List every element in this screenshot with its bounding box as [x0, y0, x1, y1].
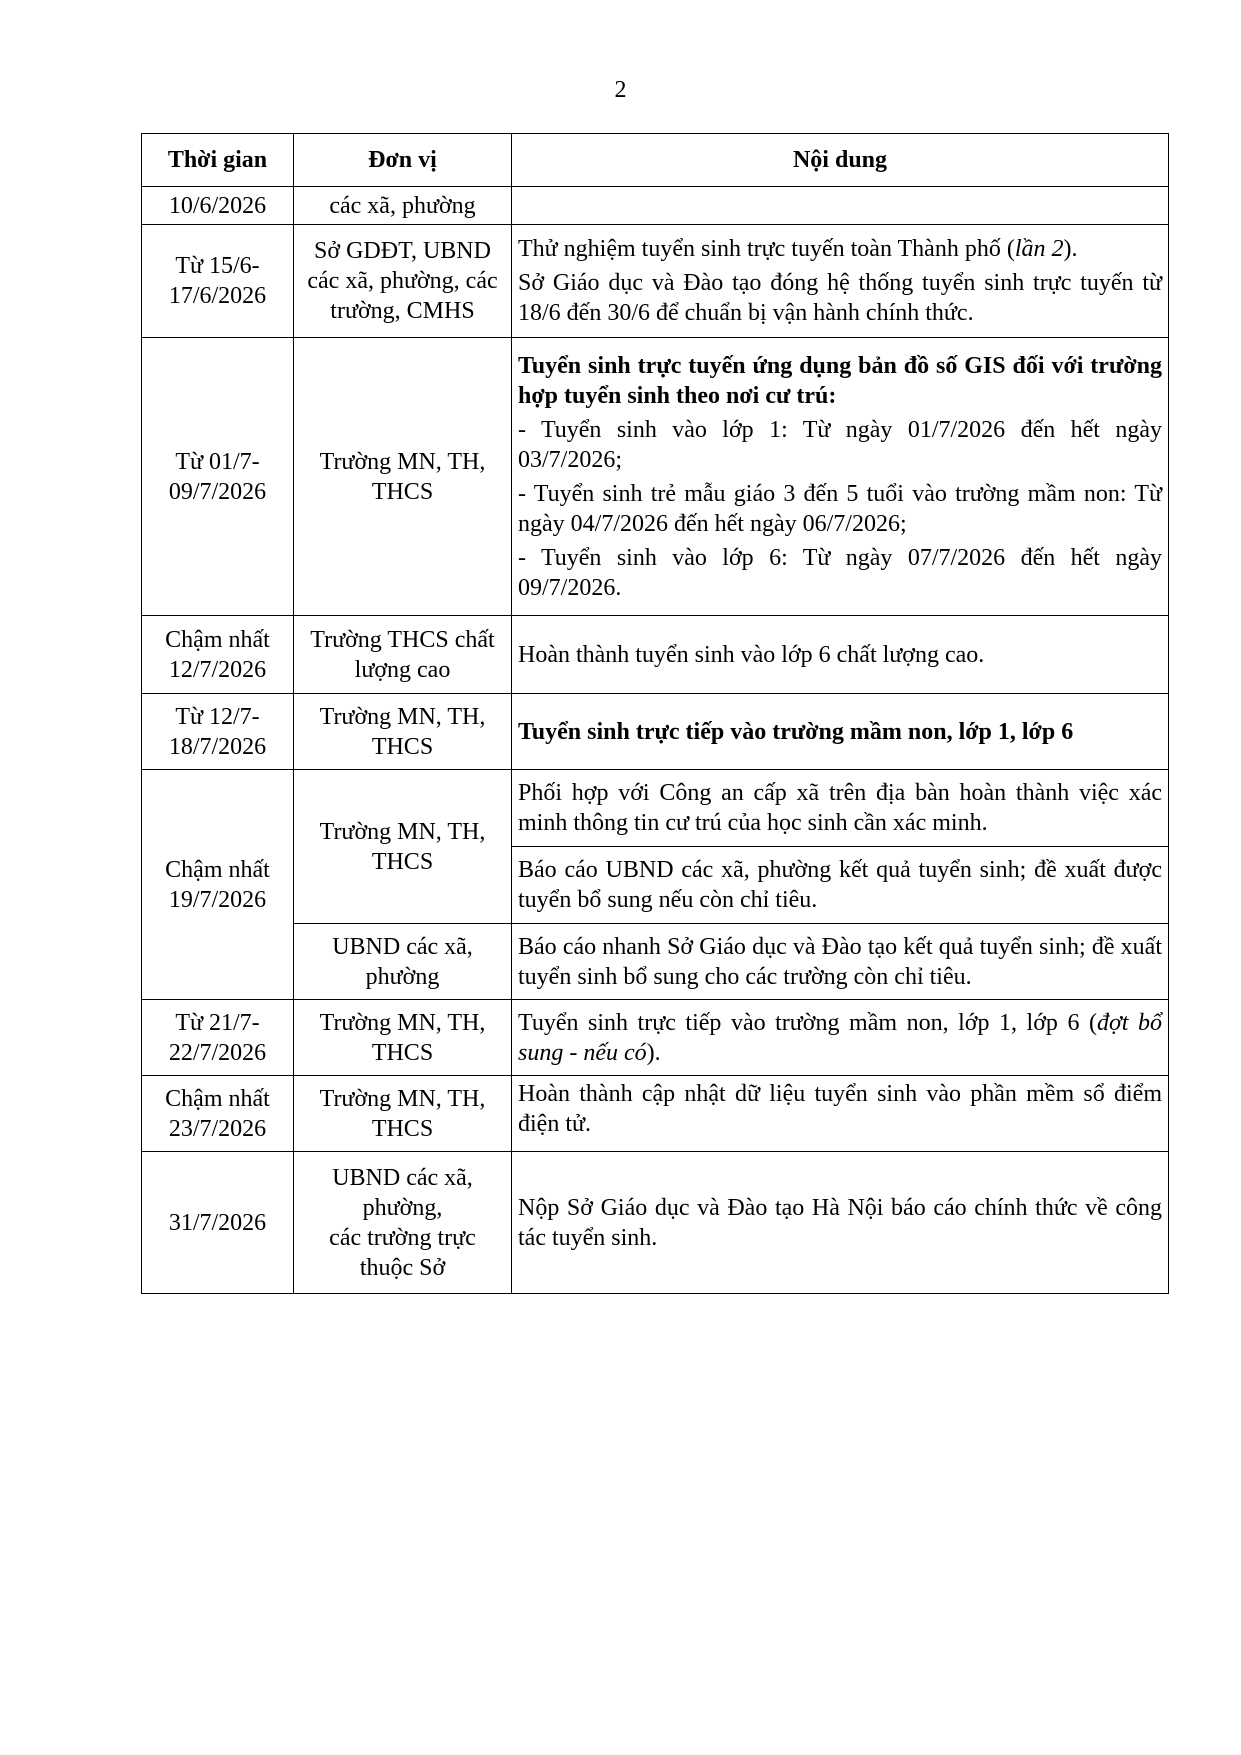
unit-line: UBND các xã, phường,	[332, 1164, 473, 1221]
content-cell	[512, 338, 1169, 616]
unit-cell	[294, 1152, 512, 1294]
content-cell: Báo cáo UBND các xã, phường kết quả tuyển sinh; đề xuất được tuyển bổ sung nếu còn chỉ tiêu.	[512, 847, 1169, 924]
table-row	[142, 225, 1169, 338]
content-cell	[512, 225, 1169, 338]
list-item: - Tuyển sinh vào lớp 1: Từ ngày 01/7/2026 đến hết ngày 03/7/2026;	[518, 416, 1162, 473]
time-cell: Từ 21/7-22/7/2026	[142, 1000, 294, 1076]
unit-line: các trường trực thuộc Sở	[329, 1224, 476, 1281]
time-cell: 10/6/2026	[142, 187, 294, 225]
time-cell: Từ 15/6-17/6/2026	[142, 225, 294, 338]
unit-cell: Sở GDĐT, UBND các xã, phường, các trường, CMHS	[294, 225, 512, 338]
content-cell: Nộp Sở Giáo dục và Đào tạo Hà Nội báo cáo chính thức về công tác tuyển sinh.	[512, 1152, 1169, 1294]
content-text: Tuyển sinh trực tiếp vào trường mầm non, lớp 1, lớp 6 (	[518, 1009, 1097, 1036]
unit-cell: Trường THCS chất lượng cao	[294, 616, 512, 694]
table-row	[142, 1152, 1169, 1294]
content-paragraph	[518, 234, 1162, 264]
content-cell: Hoàn thành cập nhật dữ liệu tuyển sinh vào phần mềm sổ điểm điện tử.	[512, 1076, 1169, 1152]
content-paragraph: Sở Giáo dục và Đào tạo đóng hệ thống tuyển sinh trực tuyến từ 18/6 đến 30/6 để chuẩn bị vận hành chính thức.	[518, 270, 1162, 326]
content-heading: Tuyển sinh trực tuyến ứng dụng bản đồ số GIS đối với trường hợp tuyển sinh theo nơi cư trú:	[518, 352, 1162, 409]
table-row	[142, 1076, 1169, 1152]
time-cell: Chậm nhất 23/7/2026	[142, 1076, 294, 1152]
admission-schedule-table	[141, 133, 1169, 1294]
time-cell: Chậm nhất 12/7/2026	[142, 616, 294, 694]
header-content: Nội dung	[512, 134, 1169, 187]
header-unit: Đơn vị	[294, 134, 512, 187]
list-item: - Tuyển sinh trẻ mẫu giáo 3 đến 5 tuổi vào trường mầm non: Từ ngày 04/7/2026 đến hết ngày 06/7/2026;	[518, 480, 1162, 537]
unit-cell: Trường MN, TH, THCS	[294, 1000, 512, 1076]
table-header-row	[142, 134, 1169, 187]
table-row	[142, 1000, 1169, 1076]
unit-cell: Trường MN, TH, THCS	[294, 770, 512, 924]
page-number: 2	[614, 77, 627, 103]
header-time: Thời gian	[142, 134, 294, 187]
content-text: Thử nghiệm tuyển sinh trực tuyến toàn Thành phố (	[518, 236, 1015, 262]
content-text: ).	[1063, 236, 1078, 262]
unit-cell: Trường MN, TH, THCS	[294, 694, 512, 770]
unit-cell: Trường MN, TH, THCS	[294, 1076, 512, 1152]
content-italic: đợt bổ sung - nếu có	[518, 1009, 1163, 1066]
content-cell	[512, 187, 1169, 225]
time-cell: Từ 12/7-18/7/2026	[142, 694, 294, 770]
content-cell: Hoàn thành tuyển sinh vào lớp 6 chất lượng cao.	[512, 616, 1169, 694]
table-row	[142, 338, 1169, 616]
table-row	[142, 616, 1169, 694]
time-cell: 31/7/2026	[142, 1152, 294, 1294]
table-row	[142, 187, 1169, 225]
table-row	[142, 924, 1169, 1000]
content-cell: Phối hợp với Công an cấp xã trên địa bàn hoàn thành việc xác minh thông tin cư trú của học sinh cần xác minh.	[512, 770, 1169, 847]
content-cell: Báo cáo nhanh Sở Giáo dục và Đào tạo kết quả tuyển sinh; đề xuất tuyển sinh bổ sung cho các trường còn chỉ tiêu.	[512, 924, 1169, 1000]
content-text: ).	[646, 1039, 661, 1066]
unit-cell: UBND các xã, phường	[294, 924, 512, 1000]
table-row	[142, 694, 1169, 770]
content-cell	[512, 1000, 1169, 1076]
table-row	[142, 770, 1169, 847]
unit-cell: các xã, phường	[294, 187, 512, 225]
time-cell: Chậm nhất 19/7/2026	[142, 770, 294, 1000]
time-cell: Từ 01/7-09/7/2026	[142, 338, 294, 616]
list-item: - Tuyển sinh vào lớp 6: Từ ngày 07/7/2026 đến hết ngày 09/7/2026.	[518, 544, 1162, 601]
content-italic: lần 2	[1014, 236, 1064, 262]
unit-cell: Trường MN, TH, THCS	[294, 338, 512, 616]
content-cell: Tuyển sinh trực tiếp vào trường mầm non, lớp 1, lớp 6	[512, 694, 1169, 770]
